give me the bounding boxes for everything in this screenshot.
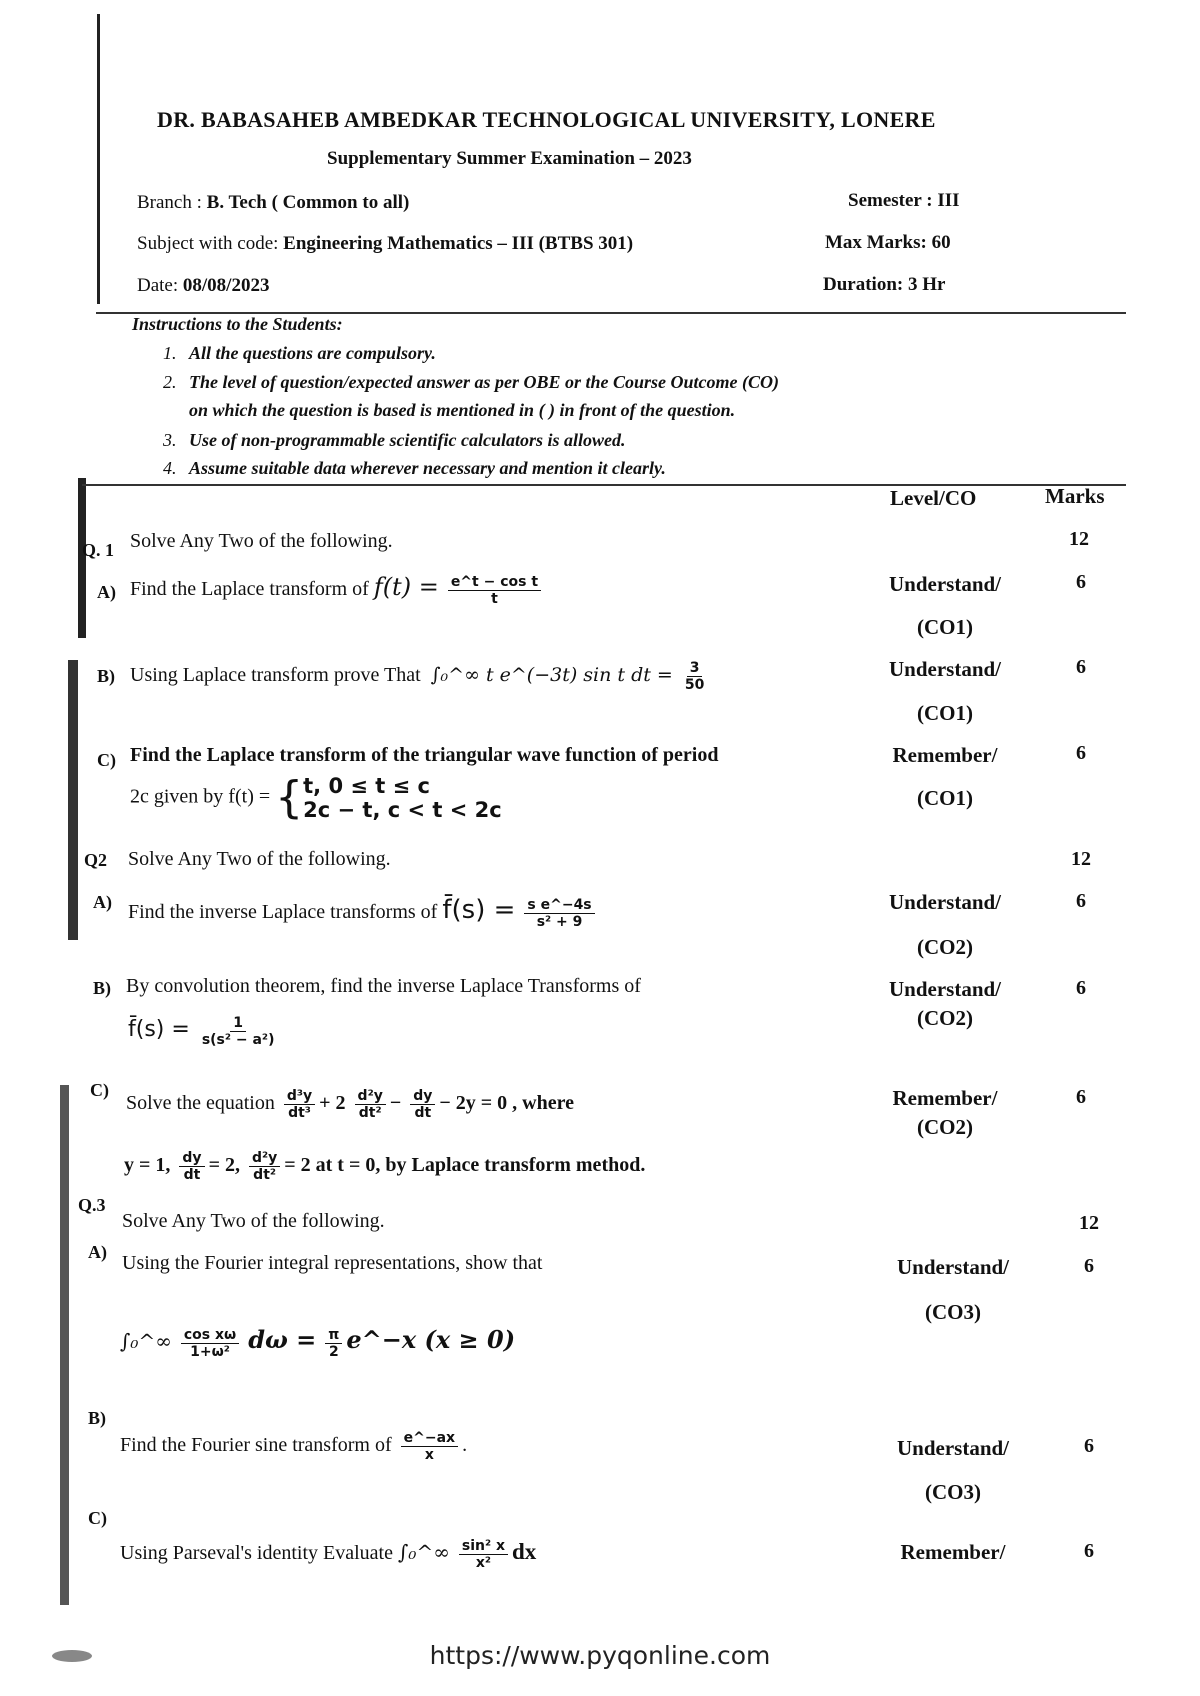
- instruction-4: 4. Assume suitable data wherever necessary and mention it clearly.: [163, 458, 666, 478]
- subject-line: [137, 233, 633, 255]
- branch-label: Branch :: [137, 192, 202, 213]
- branch-line: [137, 192, 409, 214]
- date-label: Date:: [137, 275, 179, 296]
- level: Remember/: [900, 1540, 1006, 1564]
- marks: 6: [1084, 1540, 1094, 1562]
- marks: 6: [1076, 890, 1086, 912]
- course-outcome: (CO2): [917, 1115, 973, 1139]
- course-outcome: (CO2): [917, 935, 973, 959]
- course-outcome: (CO3): [925, 1300, 981, 1324]
- level-co-header: Level/CO: [890, 486, 977, 510]
- subquestion-text: Solve the equation $\frac{\text{d³y}}{\text{dt³}}$ + 2 $\frac{\text{d²y}}{\text{dt²}}$ − $\frac{dy}{dt}$ − 2y = 0 , where: [126, 1088, 575, 1122]
- course-outcome: (CO3): [925, 1480, 981, 1504]
- course-outcome: (CO1): [917, 701, 973, 725]
- question-number: Q.3: [78, 1195, 106, 1215]
- level: Understand/: [888, 572, 1002, 596]
- subject-value: Engineering Mathematics – III (BTBS 301): [283, 233, 634, 254]
- semester: Semester : III: [848, 190, 960, 211]
- marks: 6: [1076, 571, 1086, 593]
- sub-letter: A): [88, 1242, 107, 1262]
- level: Remember/: [892, 743, 998, 767]
- course-outcome: (CO2): [917, 1006, 973, 1030]
- subquestion-formula: f̄(s) = $\frac{1}{\text{s(s² − a²)}}$: [128, 1015, 275, 1049]
- marks: 6: [1084, 1435, 1094, 1457]
- duration: Duration: 3 Hr: [823, 274, 946, 295]
- marks: 6: [1076, 742, 1086, 764]
- marks: 6: [1076, 656, 1086, 678]
- subquestion-text: By convolution theorem, find the inverse Laplace Transforms of: [126, 975, 641, 997]
- question-title: Solve Any Two of the following.: [128, 848, 391, 870]
- subquestion-text: Using Laplace transform prove That ∫₀^∞ t e^(−3t) sin t dt = $\frac{3}{50}$: [130, 660, 705, 694]
- sub-letter: A): [97, 582, 116, 602]
- scan-edge-mark: [60, 1085, 69, 1605]
- subquestion-text: Find the Fourier sine transform of $\frac{e\^{}-ax}{x}$ .: [120, 1430, 468, 1464]
- level: Understand/: [888, 890, 1002, 914]
- subquestion-text-cont: 2c given by f(t) = {t, 0 ≤ t ≤ c 2c − t, c < t < 2c: [130, 772, 502, 824]
- subquestion-text: Using the Fourier integral representations, show that: [122, 1252, 543, 1274]
- question-title: Solve Any Two of the following.: [130, 530, 393, 552]
- level: Understand/: [896, 1255, 1010, 1279]
- level: Understand/: [896, 1436, 1010, 1460]
- level: Understand/: [888, 977, 1002, 1001]
- subject-label: Subject with code:: [137, 233, 279, 254]
- subquestion-text: Find the Laplace transform of f(t) = $\frac{\text{e\textasciicircum{}t − cos t}}{t}$: [130, 573, 545, 607]
- sub-letter: B): [97, 666, 115, 686]
- exam-title: Supplementary Summer Examination – 2023: [327, 148, 692, 169]
- max-marks: Max Marks: 60: [825, 232, 951, 253]
- sub-letter: C): [90, 1080, 109, 1100]
- question-marks: 12: [1069, 528, 1089, 550]
- question-title: Solve Any Two of the following.: [122, 1210, 385, 1232]
- sub-letter: B): [88, 1408, 106, 1428]
- branch-value: B. Tech ( Common to all): [206, 192, 410, 213]
- level: Remember/: [892, 1086, 998, 1110]
- instruction-2-cont: on which the question is based is mentioned in ( ) in front of the question.: [189, 400, 736, 420]
- question-number: Q2: [84, 850, 108, 870]
- sub-letter: C): [97, 750, 116, 770]
- scan-edge-mark: [68, 660, 78, 940]
- scan-edge-line: [97, 14, 100, 304]
- marks: 6: [1076, 977, 1086, 999]
- subquestion-text: Find the Laplace transform of the triangular wave function of period: [130, 744, 719, 766]
- instruction-2: 2. The level of question/expected answer as per OBE or the Course Outcome (CO): [163, 372, 779, 392]
- sub-letter: C): [88, 1508, 107, 1528]
- subquestion-text: Using Parseval's identity Evaluate ∫₀^∞ $\frac{\text{sin² x}}{\text{x²}}$ dx: [120, 1538, 537, 1572]
- question-marks: 12: [1079, 1212, 1099, 1234]
- subquestion-formula: ∫₀^∞ $\frac{\text{cos xω}}{\text{1+ω²}}$ dω = $\frac{\pi}{2}$ e^−x (x ≥ 0): [120, 1325, 516, 1360]
- footer-url[interactable]: https://www.pyqonline.com: [429, 1641, 771, 1670]
- instruction-1: 1. All the questions are compulsory.: [163, 343, 436, 363]
- date-line: [137, 275, 269, 297]
- university-title: DR. BABASAHEB AMBEDKAR TECHNOLOGICAL UNIVERSITY, LONERE: [157, 107, 936, 132]
- course-outcome: (CO1): [917, 615, 973, 639]
- level: Understand/: [888, 657, 1002, 681]
- marks: 6: [1076, 1086, 1086, 1108]
- marks-header: Marks: [1045, 484, 1105, 508]
- instructions-title: Instructions to the Students:: [132, 314, 343, 334]
- date-value: 08/08/2023: [182, 275, 270, 296]
- sub-letter: B): [93, 978, 111, 998]
- marks: 6: [1084, 1255, 1094, 1277]
- sub-letter: A): [93, 892, 112, 912]
- question-marks: 12: [1071, 848, 1091, 870]
- question-number: Q. 1: [82, 540, 115, 560]
- course-outcome: (CO1): [917, 786, 973, 810]
- subquestion-text: Find the inverse Laplace transforms of f̄(s) = $\frac{\text{s e\textasciicircum{}−4s}}{\text{s² + 9}}$: [128, 895, 599, 930]
- subquestion-conditions: y = 1, $\frac{dy}{dt}$ = 2, $\frac{\text{d²y}}{\text{dt²}}$ = 2 at t = 0, by Laplace transform method.: [124, 1150, 646, 1184]
- instruction-3: 3. Use of non-programmable scientific calculators is allowed.: [163, 430, 626, 450]
